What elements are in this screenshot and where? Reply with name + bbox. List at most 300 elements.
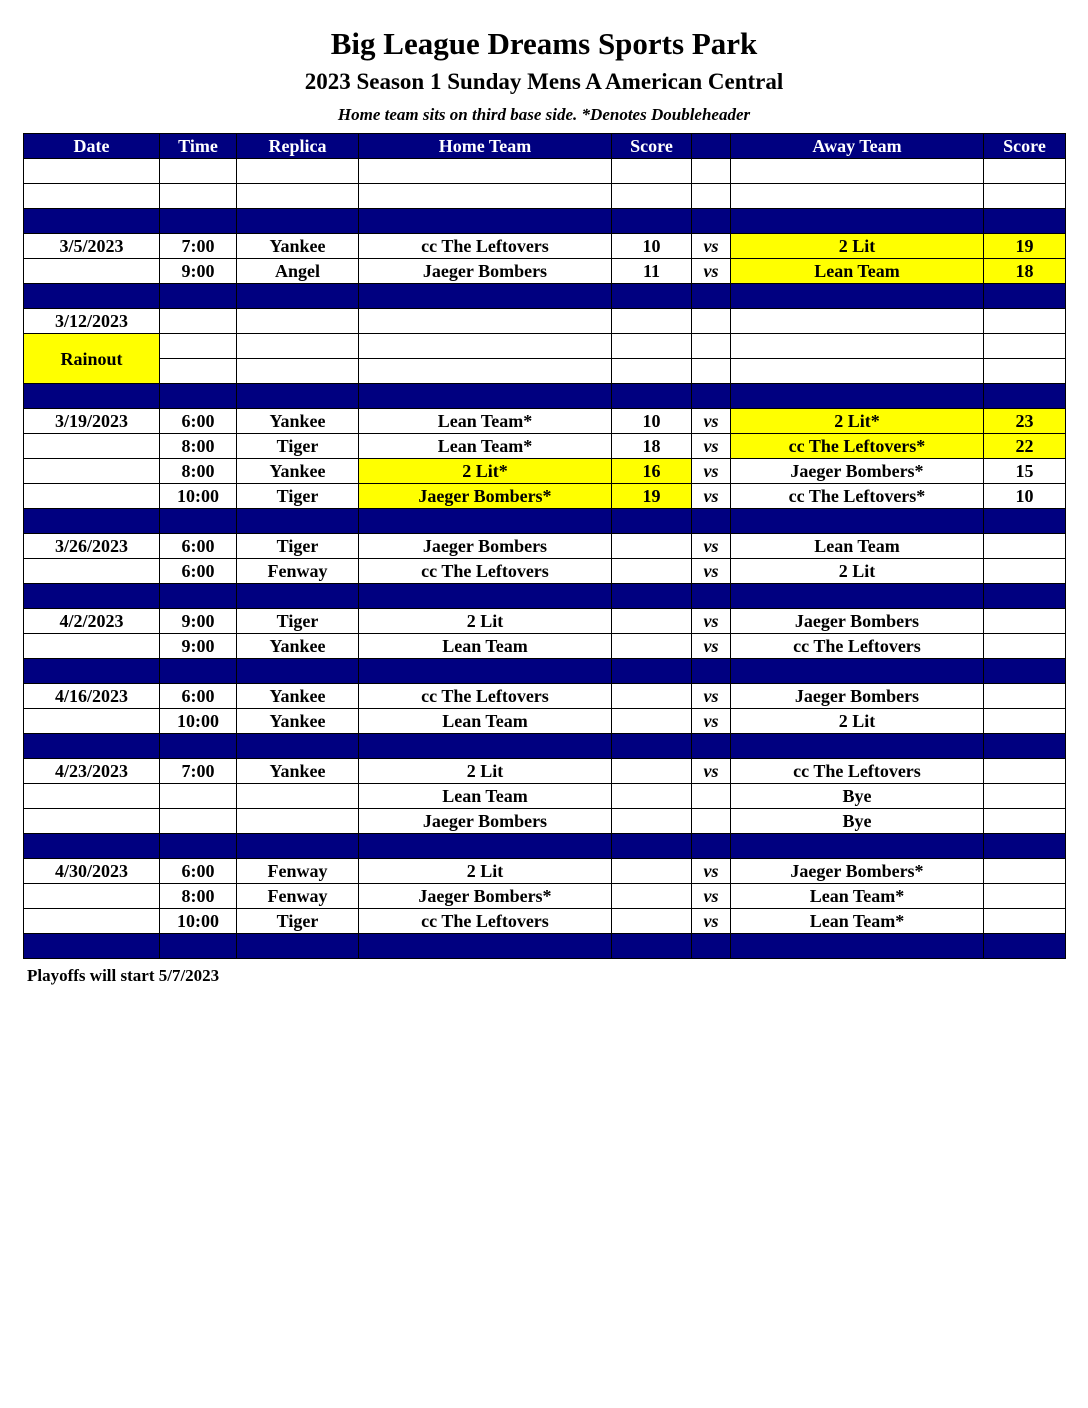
time-cell bbox=[160, 784, 237, 809]
time-cell: 6:00 bbox=[160, 534, 237, 559]
separator-cell bbox=[359, 284, 612, 309]
replica-cell bbox=[237, 784, 359, 809]
rainout-date-row bbox=[24, 309, 1066, 334]
date-cell: 4/23/2023 bbox=[24, 759, 160, 784]
home-team-cell: 2 Lit bbox=[359, 859, 612, 884]
away-score-cell bbox=[984, 609, 1066, 634]
time-cell: 7:00 bbox=[160, 234, 237, 259]
separator-cell bbox=[731, 284, 984, 309]
separator-cell bbox=[160, 584, 237, 609]
col-replica-header: Replica bbox=[237, 134, 359, 159]
away-team-cell: cc The Leftovers* bbox=[731, 484, 984, 509]
blank-row bbox=[24, 184, 1066, 209]
separator-cell bbox=[731, 834, 984, 859]
replica-cell: Yankee bbox=[237, 634, 359, 659]
separator-row bbox=[24, 734, 1066, 759]
time-cell: 10:00 bbox=[160, 909, 237, 934]
game-row bbox=[24, 459, 1066, 484]
replica-cell: Tiger bbox=[237, 434, 359, 459]
separator-cell bbox=[237, 584, 359, 609]
date-cell bbox=[24, 559, 160, 584]
home-score-cell bbox=[612, 884, 692, 909]
separator-cell bbox=[731, 659, 984, 684]
game-row bbox=[24, 434, 1066, 459]
game-row bbox=[24, 484, 1066, 509]
blank-cell bbox=[692, 159, 731, 184]
blank-cell bbox=[612, 184, 692, 209]
season-subtitle: 2023 Season 1 Sunday Mens A American Central bbox=[304, 69, 784, 94]
away-score-cell bbox=[984, 909, 1066, 934]
separator-cell bbox=[359, 209, 612, 234]
away-score-cell bbox=[984, 534, 1066, 559]
replica-cell: Yankee bbox=[237, 409, 359, 434]
home-score-cell: 10 bbox=[612, 234, 692, 259]
away-score-cell: 22 bbox=[984, 434, 1066, 459]
vs-cell: vs bbox=[692, 259, 731, 284]
blank-cell bbox=[24, 159, 160, 184]
away-team-cell: cc The Leftovers bbox=[731, 634, 984, 659]
separator-cell bbox=[692, 584, 731, 609]
away-team-cell: 2 Lit* bbox=[731, 409, 984, 434]
blank-cell bbox=[359, 359, 612, 384]
blank-cell bbox=[692, 309, 731, 334]
away-score-cell: 10 bbox=[984, 484, 1066, 509]
vs-cell: vs bbox=[692, 559, 731, 584]
home-score-cell bbox=[612, 559, 692, 584]
home-score-cell bbox=[612, 859, 692, 884]
separator-cell bbox=[24, 659, 160, 684]
blank-cell bbox=[612, 334, 692, 359]
game-row bbox=[24, 784, 1066, 809]
separator-cell bbox=[359, 509, 612, 534]
home-team-cell: 2 Lit bbox=[359, 759, 612, 784]
vs-cell: vs bbox=[692, 884, 731, 909]
replica-cell: Angel bbox=[237, 259, 359, 284]
separator-cell bbox=[692, 834, 731, 859]
separator-cell bbox=[24, 509, 160, 534]
separator-row bbox=[24, 934, 1066, 959]
home-team-cell: Jaeger Bombers* bbox=[359, 884, 612, 909]
separator-cell bbox=[237, 934, 359, 959]
vs-cell: vs bbox=[692, 859, 731, 884]
time-cell: 7:00 bbox=[160, 759, 237, 784]
replica-cell: Tiger bbox=[237, 534, 359, 559]
blank-cell bbox=[692, 184, 731, 209]
separator-row bbox=[24, 659, 1066, 684]
separator-cell bbox=[160, 384, 237, 409]
time-cell: 8:00 bbox=[160, 459, 237, 484]
home-team-cell: cc The Leftovers bbox=[359, 559, 612, 584]
blank-cell bbox=[359, 309, 612, 334]
blank-cell bbox=[359, 184, 612, 209]
blank-cell bbox=[237, 359, 359, 384]
blank-cell bbox=[984, 334, 1066, 359]
separator-cell bbox=[237, 734, 359, 759]
game-row bbox=[24, 909, 1066, 934]
separator-cell bbox=[612, 934, 692, 959]
away-score-cell bbox=[984, 884, 1066, 909]
col-away-score-header: Score bbox=[984, 134, 1066, 159]
home-team-cell: Lean Team bbox=[359, 634, 612, 659]
home-team-cell: Jaeger Bombers* bbox=[359, 484, 612, 509]
home-score-cell: 18 bbox=[612, 434, 692, 459]
separator-cell bbox=[237, 284, 359, 309]
separator-cell bbox=[612, 734, 692, 759]
date-cell: 3/12/2023 bbox=[24, 309, 160, 334]
col-date-header: Date bbox=[24, 134, 160, 159]
blank-cell bbox=[984, 184, 1066, 209]
blank-cell bbox=[692, 334, 731, 359]
separator-cell bbox=[612, 284, 692, 309]
col-away-team-header: Away Team bbox=[731, 134, 984, 159]
home-team-cell: cc The Leftovers bbox=[359, 909, 612, 934]
game-row bbox=[24, 884, 1066, 909]
separator-cell bbox=[160, 734, 237, 759]
home-team-cell: Lean Team* bbox=[359, 409, 612, 434]
date-cell bbox=[24, 434, 160, 459]
separator-cell bbox=[24, 284, 160, 309]
separator-cell bbox=[160, 934, 237, 959]
away-score-cell bbox=[984, 759, 1066, 784]
date-cell bbox=[24, 909, 160, 934]
home-score-cell bbox=[612, 684, 692, 709]
separator-cell bbox=[24, 584, 160, 609]
replica-cell: Yankee bbox=[237, 759, 359, 784]
home-team-cell: Jaeger Bombers bbox=[359, 809, 612, 834]
away-team-cell: Jaeger Bombers* bbox=[731, 859, 984, 884]
game-row bbox=[24, 709, 1066, 734]
vs-cell: vs bbox=[692, 484, 731, 509]
date-cell bbox=[24, 784, 160, 809]
vs-cell: vs bbox=[692, 609, 731, 634]
col-home-score-header: Score bbox=[612, 134, 692, 159]
away-team-cell: cc The Leftovers* bbox=[731, 434, 984, 459]
replica-cell: Fenway bbox=[237, 884, 359, 909]
separator-cell bbox=[612, 659, 692, 684]
away-team-cell: Lean Team bbox=[731, 534, 984, 559]
separator-cell bbox=[984, 584, 1066, 609]
vs-cell: vs bbox=[692, 709, 731, 734]
blank-cell bbox=[237, 334, 359, 359]
vs-cell: vs bbox=[692, 434, 731, 459]
separator-cell bbox=[24, 934, 160, 959]
separator-cell bbox=[731, 934, 984, 959]
time-cell bbox=[160, 809, 237, 834]
game-row bbox=[24, 259, 1066, 284]
blank-cell bbox=[612, 359, 692, 384]
separator-cell bbox=[731, 384, 984, 409]
blank-cell bbox=[160, 359, 237, 384]
away-team-cell: cc The Leftovers bbox=[731, 759, 984, 784]
game-row bbox=[24, 534, 1066, 559]
away-team-cell: Jaeger Bombers bbox=[731, 684, 984, 709]
separator-cell bbox=[24, 209, 160, 234]
away-score-cell: 23 bbox=[984, 409, 1066, 434]
separator-cell bbox=[612, 209, 692, 234]
separator-row bbox=[24, 284, 1066, 309]
home-team-cell: Jaeger Bombers bbox=[359, 534, 612, 559]
home-team-cell: Jaeger Bombers bbox=[359, 259, 612, 284]
away-score-cell bbox=[984, 559, 1066, 584]
separator-cell bbox=[24, 734, 160, 759]
away-team-cell: 2 Lit bbox=[731, 559, 984, 584]
separator-cell bbox=[692, 659, 731, 684]
home-team-note: Home team sits on third base side. *Denotes Doubleheader bbox=[337, 105, 751, 124]
away-team-cell: 2 Lit bbox=[731, 709, 984, 734]
separator-cell bbox=[692, 734, 731, 759]
time-cell: 8:00 bbox=[160, 884, 237, 909]
blank-cell bbox=[160, 159, 237, 184]
away-score-cell bbox=[984, 634, 1066, 659]
date-cell bbox=[24, 259, 160, 284]
away-score-cell bbox=[984, 784, 1066, 809]
col-home-team-header: Home Team bbox=[359, 134, 612, 159]
separator-cell bbox=[731, 209, 984, 234]
date-cell: 4/30/2023 bbox=[24, 859, 160, 884]
game-row bbox=[24, 409, 1066, 434]
date-cell: 3/5/2023 bbox=[24, 234, 160, 259]
time-cell: 8:00 bbox=[160, 434, 237, 459]
time-cell: 6:00 bbox=[160, 409, 237, 434]
vs-cell: vs bbox=[692, 459, 731, 484]
replica-cell: Fenway bbox=[237, 559, 359, 584]
blank-cell bbox=[237, 309, 359, 334]
separator-cell bbox=[984, 509, 1066, 534]
date-cell bbox=[24, 634, 160, 659]
blank-cell bbox=[731, 359, 984, 384]
separator-cell bbox=[612, 834, 692, 859]
away-team-cell: Lean Team bbox=[731, 259, 984, 284]
separator-row bbox=[24, 584, 1066, 609]
home-team-cell: cc The Leftovers bbox=[359, 234, 612, 259]
blank-cell bbox=[731, 184, 984, 209]
separator-cell bbox=[237, 384, 359, 409]
separator-cell bbox=[160, 209, 237, 234]
separator-cell bbox=[359, 584, 612, 609]
date-cell: 4/2/2023 bbox=[24, 609, 160, 634]
replica-cell: Fenway bbox=[237, 859, 359, 884]
separator-cell bbox=[612, 509, 692, 534]
time-cell: 6:00 bbox=[160, 684, 237, 709]
separator-cell bbox=[160, 659, 237, 684]
separator-cell bbox=[237, 834, 359, 859]
date-cell: 3/19/2023 bbox=[24, 409, 160, 434]
game-row bbox=[24, 234, 1066, 259]
rainout-label: Rainout bbox=[24, 334, 160, 384]
blank-cell bbox=[612, 159, 692, 184]
col-time-header: Time bbox=[160, 134, 237, 159]
blank-cell bbox=[984, 159, 1066, 184]
time-cell: 9:00 bbox=[160, 634, 237, 659]
blank-row bbox=[24, 359, 1066, 384]
away-score-cell: 15 bbox=[984, 459, 1066, 484]
home-team-cell: 2 Lit* bbox=[359, 459, 612, 484]
time-cell: 9:00 bbox=[160, 609, 237, 634]
away-score-cell bbox=[984, 684, 1066, 709]
separator-cell bbox=[731, 584, 984, 609]
date-cell bbox=[24, 709, 160, 734]
vs-cell bbox=[692, 784, 731, 809]
replica-cell: Yankee bbox=[237, 459, 359, 484]
home-team-cell: Lean Team* bbox=[359, 434, 612, 459]
home-score-cell bbox=[612, 709, 692, 734]
separator-cell bbox=[984, 934, 1066, 959]
date-cell: 3/26/2023 bbox=[24, 534, 160, 559]
away-score-cell bbox=[984, 809, 1066, 834]
home-score-cell bbox=[612, 609, 692, 634]
away-team-cell: Bye bbox=[731, 809, 984, 834]
away-team-cell: Bye bbox=[731, 784, 984, 809]
away-score-cell: 18 bbox=[984, 259, 1066, 284]
date-cell: 4/16/2023 bbox=[24, 684, 160, 709]
time-cell: 10:00 bbox=[160, 484, 237, 509]
blank-cell bbox=[359, 334, 612, 359]
separator-cell bbox=[612, 584, 692, 609]
separator-cell bbox=[692, 384, 731, 409]
blank-cell bbox=[984, 309, 1066, 334]
separator-cell bbox=[984, 284, 1066, 309]
schedule-table bbox=[23, 133, 1066, 959]
time-cell: 10:00 bbox=[160, 709, 237, 734]
home-score-cell bbox=[612, 759, 692, 784]
vs-cell: vs bbox=[692, 909, 731, 934]
home-team-cell: 2 Lit bbox=[359, 609, 612, 634]
vs-cell: vs bbox=[692, 634, 731, 659]
separator-cell bbox=[359, 934, 612, 959]
home-score-cell: 10 bbox=[612, 409, 692, 434]
separator-cell bbox=[359, 659, 612, 684]
away-score-cell bbox=[984, 709, 1066, 734]
separator-cell bbox=[984, 384, 1066, 409]
home-score-cell: 16 bbox=[612, 459, 692, 484]
game-row bbox=[24, 859, 1066, 884]
date-cell bbox=[24, 884, 160, 909]
replica-cell: Yankee bbox=[237, 684, 359, 709]
time-cell: 6:00 bbox=[160, 859, 237, 884]
blank-cell bbox=[160, 334, 237, 359]
home-score-cell bbox=[612, 634, 692, 659]
separator-row bbox=[24, 384, 1066, 409]
replica-cell: Yankee bbox=[237, 709, 359, 734]
home-score-cell bbox=[612, 784, 692, 809]
game-row bbox=[24, 684, 1066, 709]
separator-cell bbox=[984, 734, 1066, 759]
separator-cell bbox=[359, 834, 612, 859]
replica-cell: Yankee bbox=[237, 234, 359, 259]
time-cell: 6:00 bbox=[160, 559, 237, 584]
blank-cell bbox=[359, 159, 612, 184]
date-cell bbox=[24, 484, 160, 509]
game-row bbox=[24, 759, 1066, 784]
game-row bbox=[24, 609, 1066, 634]
separator-cell bbox=[692, 934, 731, 959]
separator-cell bbox=[160, 509, 237, 534]
blank-cell bbox=[692, 359, 731, 384]
vs-cell: vs bbox=[692, 759, 731, 784]
vs-cell: vs bbox=[692, 234, 731, 259]
away-score-cell bbox=[984, 859, 1066, 884]
replica-cell: Tiger bbox=[237, 484, 359, 509]
away-team-cell: Jaeger Bombers bbox=[731, 609, 984, 634]
playoffs-note: Playoffs will start 5/7/2023 bbox=[27, 966, 220, 985]
time-cell: 9:00 bbox=[160, 259, 237, 284]
vs-cell: vs bbox=[692, 684, 731, 709]
separator-row bbox=[24, 209, 1066, 234]
separator-cell bbox=[692, 209, 731, 234]
separator-cell bbox=[359, 384, 612, 409]
blank-cell bbox=[731, 334, 984, 359]
blank-row bbox=[24, 159, 1066, 184]
blank-cell bbox=[612, 309, 692, 334]
game-row bbox=[24, 559, 1066, 584]
separator-cell bbox=[237, 509, 359, 534]
replica-cell: Tiger bbox=[237, 909, 359, 934]
vs-cell: vs bbox=[692, 409, 731, 434]
separator-cell bbox=[237, 209, 359, 234]
separator-cell bbox=[731, 509, 984, 534]
home-score-cell bbox=[612, 534, 692, 559]
away-score-cell: 19 bbox=[984, 234, 1066, 259]
separator-cell bbox=[237, 659, 359, 684]
game-row bbox=[24, 634, 1066, 659]
replica-cell bbox=[237, 809, 359, 834]
blank-cell bbox=[160, 184, 237, 209]
home-score-cell bbox=[612, 909, 692, 934]
separator-cell bbox=[359, 734, 612, 759]
separator-cell bbox=[24, 384, 160, 409]
separator-cell bbox=[692, 284, 731, 309]
away-team-cell: Lean Team* bbox=[731, 909, 984, 934]
home-team-cell: Lean Team bbox=[359, 709, 612, 734]
separator-cell bbox=[160, 834, 237, 859]
separator-row bbox=[24, 509, 1066, 534]
home-team-cell: cc The Leftovers bbox=[359, 684, 612, 709]
separator-cell bbox=[612, 384, 692, 409]
page-title: Big League Dreams Sports Park bbox=[330, 26, 758, 61]
separator-cell bbox=[731, 734, 984, 759]
blank-cell bbox=[237, 159, 359, 184]
separator-cell bbox=[24, 834, 160, 859]
header-row bbox=[24, 134, 1066, 159]
blank-cell bbox=[731, 159, 984, 184]
col-vs-header bbox=[692, 134, 731, 159]
separator-cell bbox=[692, 509, 731, 534]
date-cell bbox=[24, 809, 160, 834]
separator-cell bbox=[984, 209, 1066, 234]
away-team-cell: 2 Lit bbox=[731, 234, 984, 259]
vs-cell bbox=[692, 809, 731, 834]
date-cell bbox=[24, 459, 160, 484]
separator-row bbox=[24, 834, 1066, 859]
separator-cell bbox=[984, 659, 1066, 684]
schedule-body bbox=[24, 159, 1066, 959]
vs-cell: vs bbox=[692, 534, 731, 559]
replica-cell: Tiger bbox=[237, 609, 359, 634]
blank-cell bbox=[237, 184, 359, 209]
home-score-cell: 19 bbox=[612, 484, 692, 509]
away-team-cell: Jaeger Bombers* bbox=[731, 459, 984, 484]
blank-cell bbox=[160, 309, 237, 334]
blank-cell bbox=[731, 309, 984, 334]
away-team-cell: Lean Team* bbox=[731, 884, 984, 909]
home-score-cell: 11 bbox=[612, 259, 692, 284]
blank-cell bbox=[24, 184, 160, 209]
blank-row bbox=[24, 334, 1066, 359]
separator-cell bbox=[984, 834, 1066, 859]
game-row bbox=[24, 809, 1066, 834]
home-team-cell: Lean Team bbox=[359, 784, 612, 809]
blank-cell bbox=[984, 359, 1066, 384]
